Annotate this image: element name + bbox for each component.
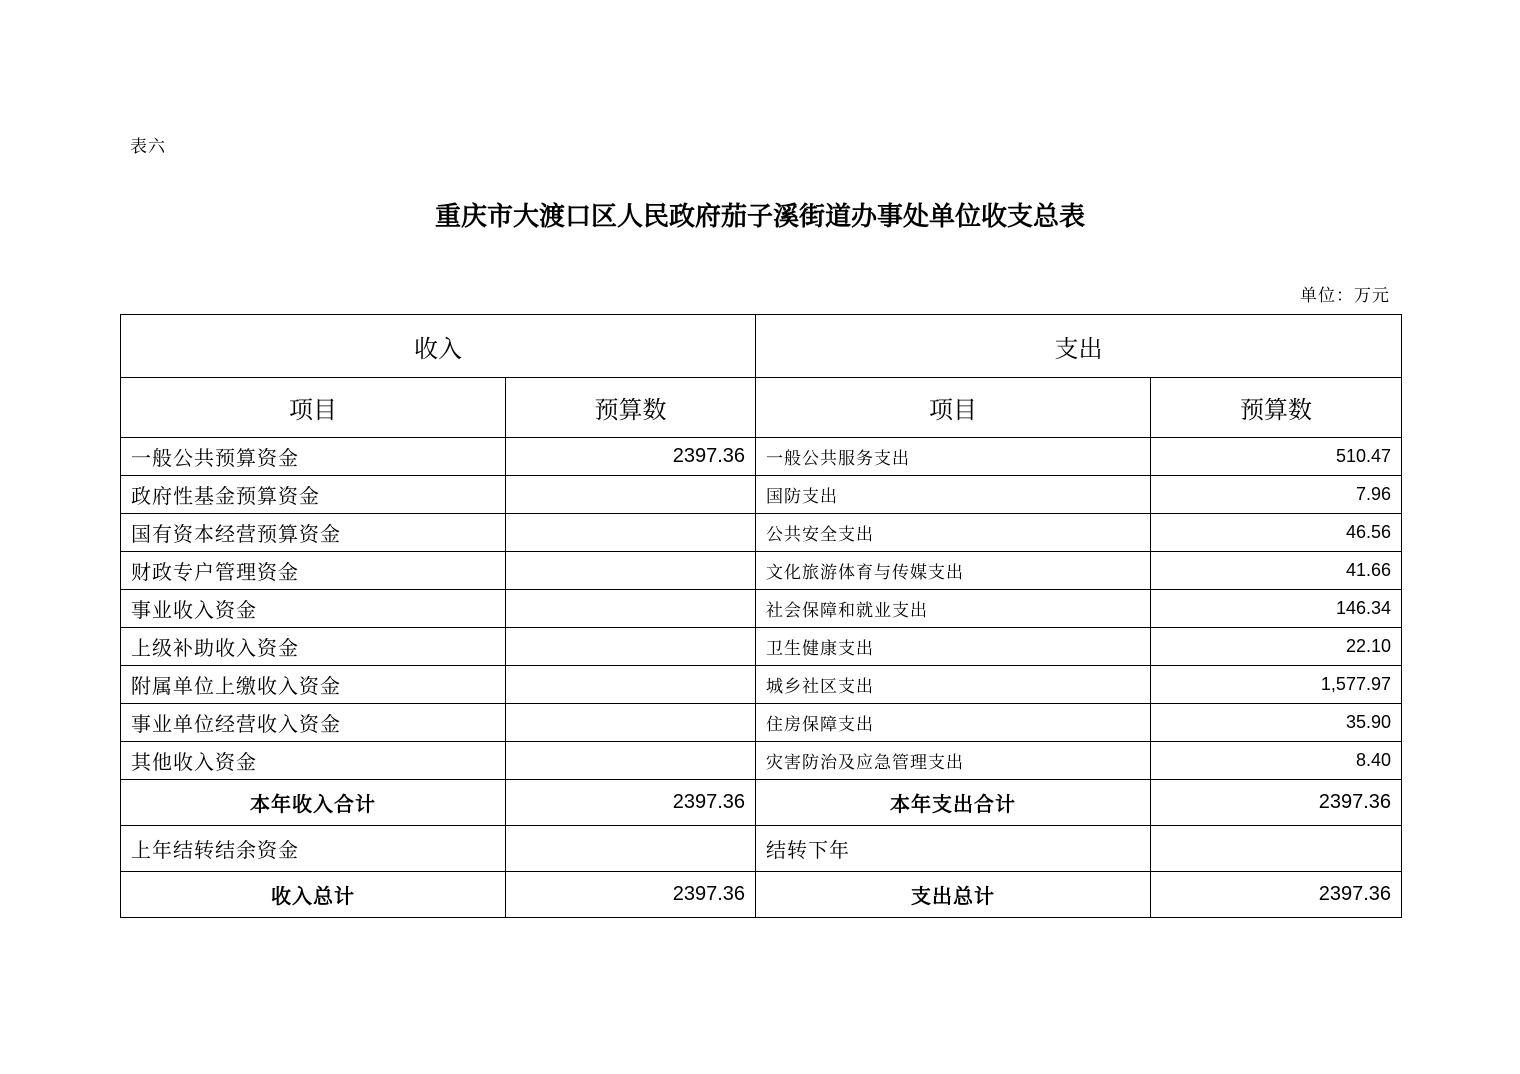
income-header: 收入 bbox=[121, 315, 756, 378]
income-value bbox=[506, 704, 756, 742]
income-grand-total-label: 收入总计 bbox=[121, 872, 506, 918]
expense-value: 8.40 bbox=[1151, 742, 1402, 780]
expense-value: 22.10 bbox=[1151, 628, 1402, 666]
income-value bbox=[506, 628, 756, 666]
income-carryover-value bbox=[506, 826, 756, 872]
table-row bbox=[121, 476, 1402, 514]
income-grand-total-value: 2397.36 bbox=[506, 872, 756, 918]
expense-carryover-label: 结转下年 bbox=[756, 826, 1151, 872]
income-item: 事业单位经营收入资金 bbox=[121, 704, 506, 742]
income-item: 事业收入资金 bbox=[121, 590, 506, 628]
income-year-total-label: 本年收入合计 bbox=[121, 780, 506, 826]
expense-item: 灾害防治及应急管理支出 bbox=[756, 742, 1151, 780]
income-value bbox=[506, 666, 756, 704]
column-header-row bbox=[121, 378, 1402, 438]
expense-header: 支出 bbox=[756, 315, 1402, 378]
expense-value: 510.47 bbox=[1151, 438, 1402, 476]
table-row bbox=[121, 666, 1402, 704]
expense-year-total-label: 本年支出合计 bbox=[756, 780, 1151, 826]
expense-grand-total-label: 支出总计 bbox=[756, 872, 1151, 918]
table-row bbox=[121, 742, 1402, 780]
income-value bbox=[506, 742, 756, 780]
expense-value: 146.34 bbox=[1151, 590, 1402, 628]
expense-value: 35.90 bbox=[1151, 704, 1402, 742]
income-item: 一般公共预算资金 bbox=[121, 438, 506, 476]
expense-value: 46.56 bbox=[1151, 514, 1402, 552]
table-row bbox=[121, 590, 1402, 628]
expense-item: 文化旅游体育与传媒支出 bbox=[756, 552, 1151, 590]
carryover-row bbox=[121, 826, 1402, 872]
expense-value: 7.96 bbox=[1151, 476, 1402, 514]
table-label: 表六 bbox=[130, 137, 166, 157]
expense-item: 卫生健康支出 bbox=[756, 628, 1151, 666]
income-year-total-value: 2397.36 bbox=[506, 780, 756, 826]
expense-grand-total-value: 2397.36 bbox=[1151, 872, 1402, 918]
income-item: 附属单位上缴收入资金 bbox=[121, 666, 506, 704]
expense-budget-header: 预算数 bbox=[1151, 378, 1402, 438]
income-item: 其他收入资金 bbox=[121, 742, 506, 780]
expense-item: 一般公共服务支出 bbox=[756, 438, 1151, 476]
income-item: 财政专户管理资金 bbox=[121, 552, 506, 590]
expense-item: 住房保障支出 bbox=[756, 704, 1151, 742]
expense-carryover-value bbox=[1151, 826, 1402, 872]
table-row bbox=[121, 628, 1402, 666]
income-item-header: 项目 bbox=[121, 378, 506, 438]
unit-label: 单位：万元 bbox=[1300, 286, 1390, 306]
table-row bbox=[121, 438, 1402, 476]
expense-item: 国防支出 bbox=[756, 476, 1151, 514]
year-total-row bbox=[121, 780, 1402, 826]
income-value bbox=[506, 514, 756, 552]
expense-item: 公共安全支出 bbox=[756, 514, 1151, 552]
grand-total-row bbox=[121, 872, 1402, 918]
expense-item: 社会保障和就业支出 bbox=[756, 590, 1151, 628]
expense-year-total-value: 2397.36 bbox=[1151, 780, 1402, 826]
income-value: 2397.36 bbox=[506, 438, 756, 476]
table-row bbox=[121, 704, 1402, 742]
income-value bbox=[506, 476, 756, 514]
expense-value: 41.66 bbox=[1151, 552, 1402, 590]
section-header-row bbox=[121, 315, 1402, 378]
page-title: 重庆市大渡口区人民政府茄子溪街道办事处单位收支总表 bbox=[434, 202, 1085, 232]
income-item: 上级补助收入资金 bbox=[121, 628, 506, 666]
table-row bbox=[121, 552, 1402, 590]
income-item: 政府性基金预算资金 bbox=[121, 476, 506, 514]
table-row bbox=[121, 514, 1402, 552]
budget-table bbox=[120, 314, 1402, 918]
expense-value: 1,577.97 bbox=[1151, 666, 1402, 704]
expense-item-header: 项目 bbox=[756, 378, 1151, 438]
income-value bbox=[506, 590, 756, 628]
income-item: 国有资本经营预算资金 bbox=[121, 514, 506, 552]
income-value bbox=[506, 552, 756, 590]
income-carryover-label: 上年结转结余资金 bbox=[121, 826, 506, 872]
income-budget-header: 预算数 bbox=[506, 378, 756, 438]
expense-item: 城乡社区支出 bbox=[756, 666, 1151, 704]
